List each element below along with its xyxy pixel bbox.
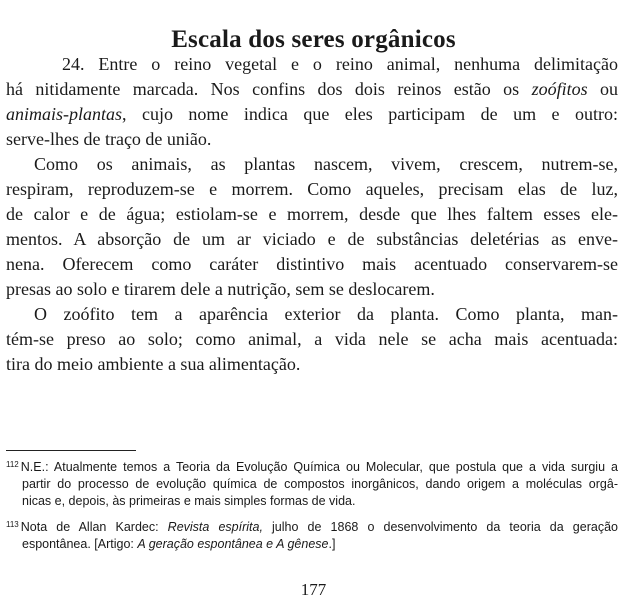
text-line: de calor e de água; estiolam-se e morrem, desde que lhes faltem esses ele- [6,204,618,224]
footnote-line: partir do processo de evolução química de compostos inorgânicos, dando origem a moléculas orgâ- [22,477,618,491]
footnotes [6,456,618,559]
italic-term: A geração espontânea e A gênese [137,537,329,551]
footnote-line: $^{113}$ Nota de Allan Kardec: Revista espírita, julho de 1868 o desenvolvimento da teoria da geração [6,520,618,534]
chapter-title: Escala dos seres orgânicos [171,25,456,53]
text-line: 24. Entre o reino vegetal e o reino animal, nenhuma delimitação [62,54,618,74]
footnote-line: espontânea. [Artigo: A geração espontânea e A gênese.] [22,537,336,551]
paragraph [6,152,618,302]
text-line: O zoófito tem a aparência exterior da planta. Como planta, man- [34,304,618,324]
italic-term: animais-plantas [6,104,123,124]
text-line: tira do meio ambiente a sua alimentação. [6,354,301,374]
page-number: 177 [300,580,327,599]
footnote-separator [6,450,136,451]
italic-term: Revista espírita, [167,520,263,534]
footnote [6,516,618,553]
text-line: Como os animais, as plantas nascem, vivem, crescem, nutrem-se, [34,154,618,174]
footnote [6,456,618,510]
footnote-number: 112 [6,460,19,469]
footnote-line: $^{112}$ N.E.: Atualmente temos a Teoria da Evolução Química ou Molecular, que postula que a vida surgiu a [6,460,618,474]
italic-term: zoófitos [531,79,588,99]
text-line: presas ao solo e tirarem dele a nutrição, sem se deslocarem. [6,279,435,299]
text-line: respiram, reproduzem-se e morrem. Como aqueles, precisam elas de luz, [6,179,618,199]
text-line: animais-plantas, cujo nome indica que eles participam de um e outro: [6,104,618,124]
body-text [6,52,618,377]
paragraph [6,52,618,152]
text-line: nena. Oferecem como caráter distintivo mais acentuado conservarem-se [6,254,618,274]
footnote-line: nicas e, depois, às primeiras e mais simples formas de vida. [22,494,356,508]
footnote-number: 113 [6,520,19,529]
text-line: mentos. A absorção de um ar viciado e de substâncias deletérias as enve- [6,229,618,249]
text-line: tém-se preso ao solo; como animal, a vida nele se acha mais acentuada: [6,329,618,349]
text-line: serve-lhes de traço de união. [6,129,212,149]
paragraph [6,302,618,377]
text-line: há nitidamente marcada. Nos confins dos dois reinos estão os zoófitos ou [6,79,618,99]
